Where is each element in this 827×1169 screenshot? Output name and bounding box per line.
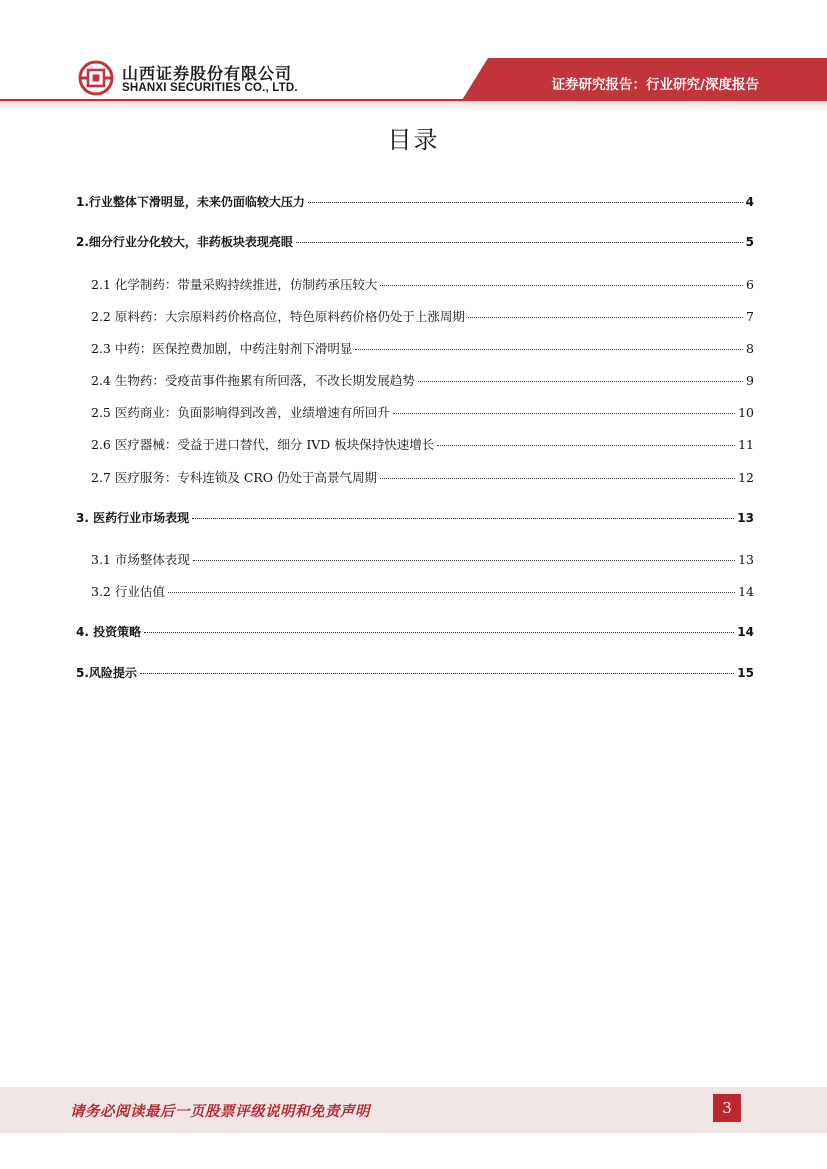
toc-dot-leader: [144, 632, 734, 633]
toc-entry[interactable]: [91, 468, 754, 488]
toc-entry-page: 4: [745, 195, 754, 209]
toc-entry-label: 2.5 医药商业：负面影响得到改善，业绩增速有所回升: [91, 405, 390, 420]
toc-dot-leader: [380, 285, 743, 286]
toc-entry-label: 2.4 生物药：受疫苗事件拖累有所回落，不改长期发展趋势: [91, 373, 415, 388]
toc-entry-label: 2.2 原料药：大宗原料药价格高位，特色原料药价格仍处于上涨周期: [91, 309, 465, 324]
toc-entry-page: 6: [746, 277, 754, 292]
toc-entry[interactable]: [91, 435, 754, 455]
toc-entry[interactable]: [91, 275, 754, 295]
toc-entry-label: 3. 医药行业市场表现: [76, 511, 190, 525]
toc-entry-label: 3.2 行业估值: [91, 584, 165, 599]
toc-entry-page: 5: [745, 235, 754, 249]
toc-entry-page: 11: [738, 437, 754, 452]
company-name-cn: 山西证券股份有限公司: [122, 64, 293, 83]
toc-entry[interactable]: [76, 623, 754, 643]
toc-entry[interactable]: [76, 664, 754, 684]
toc-entry-page: 13: [737, 511, 754, 525]
toc-entry-label: 2.3 中药：医保控费加剧，中药注射剂下滑明显: [91, 341, 353, 356]
page-header: [0, 0, 827, 112]
toc-entry[interactable]: [76, 193, 754, 213]
toc-entry-label: 2.1 化学制药：带量采购持续推进，仿制药承压较大: [91, 277, 378, 292]
toc-dot-leader: [355, 349, 743, 350]
toc-entry[interactable]: [91, 582, 754, 602]
toc-dot-leader: [296, 242, 743, 243]
toc-entry-page: 12: [738, 470, 754, 485]
toc-entry-label: 2.细分行业分化较大，非药板块表现亮眼: [76, 235, 293, 249]
page-number: 3: [713, 1094, 741, 1122]
toc-entry-page: 7: [746, 309, 754, 324]
toc-dot-leader: [380, 478, 735, 479]
toc-entry[interactable]: [91, 550, 754, 570]
toc-entry[interactable]: [91, 307, 754, 327]
toc-entry-label: 2.6 医疗器械：受益于进口替代，细分 IVD 板块保持快速增长: [91, 437, 435, 452]
toc-dot-leader: [468, 317, 743, 318]
company-name-en: SHANXI SECURITIES CO., LTD.: [122, 82, 298, 94]
toc-entry-label: 5.风险提示: [76, 666, 137, 680]
toc-entry-page: 10: [738, 405, 754, 420]
toc-entry[interactable]: [76, 509, 754, 529]
header-banner: [0, 0, 827, 112]
shanxi-securities-logo-icon: [78, 60, 114, 96]
toc-entry[interactable]: [91, 339, 754, 359]
toc-entry-page: 14: [737, 625, 754, 639]
toc-entry-page: 9: [746, 373, 754, 388]
toc-entry[interactable]: [76, 233, 754, 253]
toc-dot-leader: [140, 673, 734, 674]
toc-entry-page: 14: [738, 584, 754, 599]
toc-entry-label: 2.7 医疗服务：专科连锁及 CRO 仍处于高景气周期: [91, 470, 378, 485]
toc-entry[interactable]: [91, 403, 754, 423]
toc-entry-page: 8: [746, 341, 754, 356]
toc-dot-leader: [308, 202, 743, 203]
toc-entry-page: 15: [737, 666, 754, 680]
toc-dot-leader: [192, 518, 734, 519]
page-title: 目录: [387, 126, 440, 154]
toc-dot-leader: [393, 413, 735, 414]
toc-entry-label: 1.行业整体下滑明显，未来仍面临较大压力: [76, 195, 305, 209]
toc-entry[interactable]: [91, 371, 754, 391]
toc-dot-leader: [168, 592, 735, 593]
toc-entry-label: 3.1 市场整体表现: [91, 552, 190, 567]
toc-dot-leader: [437, 445, 735, 446]
toc-entry-page: 13: [738, 552, 754, 567]
toc-dot-leader: [193, 560, 735, 561]
toc-entry-label: 4. 投资策略: [76, 625, 142, 639]
footer-disclaimer: 请务必阅读最后一页股票评级说明和免责声明: [70, 1103, 370, 1120]
report-type-label: 证券研究报告：行业研究/深度报告: [551, 77, 759, 93]
toc-dot-leader: [418, 381, 743, 382]
